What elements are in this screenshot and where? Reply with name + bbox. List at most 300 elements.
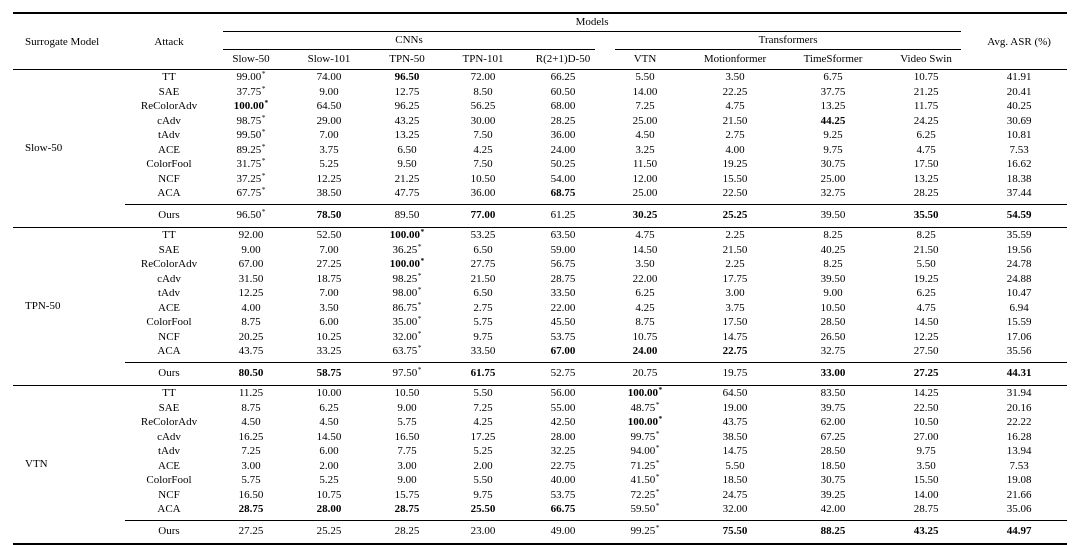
asr-value-cell: 67.00 [550, 345, 576, 357]
asr-value-cell: 32.00* [392, 328, 422, 343]
asr-value-cell: 8.25 [823, 229, 843, 241]
asr-value-cell: 3.50 [916, 459, 936, 472]
white-box-star: * [417, 314, 422, 323]
asr-value-cell: 56.75 [550, 258, 576, 270]
asr-value-cell: 22.00 [632, 272, 658, 285]
asr-value-cell: 7.00 [319, 129, 339, 141]
asr-value-cell: 8.25 [916, 229, 936, 241]
asr-value-cell: 17.50 [913, 158, 939, 170]
asr-value-cell: 2.00 [473, 459, 493, 472]
attack-row [13, 344, 1067, 362]
asr-value-cell: 33.50 [470, 345, 496, 357]
asr-value-cell: 14.50 [632, 243, 658, 256]
avg-asr-cell: 44.97 [971, 520, 1067, 544]
table-body [13, 70, 1067, 545]
attack-row [13, 172, 1067, 187]
white-box-star: * [261, 141, 266, 151]
white-box-star: * [261, 207, 266, 216]
avg-asr-cell: 10.81 [1006, 129, 1032, 141]
asr-value-cell: 7.00 [319, 243, 339, 256]
asr-value-cell: 14.00 [632, 85, 658, 98]
asr-value-cell: 3.00 [725, 287, 745, 299]
asr-value-cell: 99.50* [236, 127, 266, 141]
asr-value-cell: 28.75 [394, 503, 420, 515]
asr-value-cell: 3.75 [319, 143, 339, 156]
attack-label: tAdv [158, 287, 180, 299]
white-box-star: * [417, 299, 422, 309]
white-box-star: * [261, 170, 266, 180]
asr-value-cell: 22.25 [722, 85, 748, 98]
attack-label: cAdv [157, 430, 181, 443]
attack-label: SAE [158, 85, 180, 98]
asr-value-cell: 8.75 [241, 401, 261, 414]
asr-value-cell: 68.00 [550, 100, 576, 112]
asr-value-cell: 99.25* [605, 520, 685, 544]
asr-value-cell: 100.00* [627, 385, 663, 399]
attack-row [13, 473, 1067, 488]
header-model-video-swin: Video Swin [881, 50, 971, 70]
asr-value-cell: 22.75 [722, 345, 748, 357]
asr-value-cell: 52.50 [316, 229, 342, 241]
asr-value-cell: 83.50 [820, 387, 846, 399]
avg-asr-cell: 16.62 [1006, 158, 1032, 170]
attack-row [13, 488, 1067, 503]
asr-value-cell: 6.25 [916, 129, 936, 141]
asr-value-cell: 30.75 [820, 474, 846, 486]
asr-value-cell: 5.25 [319, 158, 339, 170]
asr-value-cell: 7.50 [473, 129, 493, 141]
white-box-star: * [655, 486, 660, 496]
asr-value-cell: 54.00 [550, 172, 576, 185]
header-model-vtn: VTN [605, 50, 685, 70]
asr-value-cell: 16.50 [394, 430, 420, 443]
attack-row [13, 99, 1067, 114]
header-transformers-group [605, 32, 971, 50]
asr-value-cell: 61.25 [521, 204, 605, 228]
avg-asr-cell: 44.31 [971, 362, 1067, 386]
asr-value-cell: 99.75* [630, 428, 660, 443]
asr-value-cell: 3.75 [725, 301, 745, 314]
attack-label: SAE [158, 401, 180, 414]
asr-value-cell: 74.00 [316, 71, 342, 83]
asr-value-cell: 30.75 [820, 158, 846, 170]
header-model-slow-101: Slow-101 [289, 50, 369, 70]
header-model-tpn-50: TPN-50 [369, 50, 445, 70]
asr-value-cell: 52.75 [521, 362, 605, 386]
asr-value-cell: 10.75 [316, 488, 342, 501]
surrogate-model-label: VTN [13, 386, 125, 545]
asr-value-cell: 17.50 [722, 316, 748, 328]
asr-value-cell: 5.50 [473, 474, 493, 486]
asr-value-cell: 21.25 [394, 172, 420, 185]
asr-value-cell: 4.25 [635, 301, 655, 314]
asr-value-cell: 14.25 [913, 387, 939, 399]
asr-value-cell: 56.00 [550, 387, 576, 399]
asr-value-cell: 53.75 [550, 488, 576, 501]
asr-value-cell: 5.75 [473, 316, 493, 328]
table-header [13, 13, 1067, 70]
asr-value-cell: 92.00 [238, 229, 264, 241]
asr-value-cell: 30.25 [605, 204, 685, 228]
asr-value-cell: 36.00 [550, 129, 576, 141]
attack-label: SAE [158, 243, 180, 256]
asr-value-cell: 5.75 [397, 416, 417, 428]
asr-value-cell: 16.25 [238, 430, 264, 443]
asr-value-cell: 3.25 [635, 143, 655, 156]
asr-value-cell: 10.50 [913, 416, 939, 428]
asr-value-cell: 28.75 [238, 503, 264, 515]
attack-row [13, 272, 1067, 287]
asr-value-cell: 21.50 [470, 272, 496, 285]
asr-value-cell: 14.50 [316, 430, 342, 443]
attack-label: ReColorAdv [140, 258, 198, 270]
white-box-star: * [261, 127, 266, 136]
asr-value-cell: 43.25 [394, 114, 420, 127]
avg-asr-cell: 13.94 [1006, 445, 1032, 457]
asr-value-cell: 26.50 [820, 330, 846, 343]
attack-label: TT [162, 71, 176, 83]
asr-value-cell: 10.75 [632, 330, 658, 343]
attack-row [13, 315, 1067, 330]
attack-label: ColorFool [146, 158, 192, 170]
attack-label: ACA [157, 503, 181, 515]
asr-value-cell: 41.50* [630, 472, 660, 486]
attack-label: tAdv [158, 129, 180, 141]
white-box-star: * [655, 457, 660, 467]
avg-asr-cell: 20.16 [1006, 401, 1032, 414]
asr-value-cell: 9.00 [241, 243, 261, 256]
asr-value-cell: 4.50 [319, 416, 339, 428]
asr-value-cell: 40.25 [820, 243, 846, 256]
asr-value-cell: 4.75 [916, 143, 936, 156]
asr-value-cell: 18.75 [316, 272, 342, 285]
asr-value-cell: 24.00 [550, 143, 576, 156]
avg-asr-cell: 7.53 [1009, 459, 1029, 472]
asr-value-cell: 99.00* [236, 69, 266, 83]
asr-value-cell: 13.25 [394, 129, 420, 141]
avg-asr-cell: 31.94 [1006, 387, 1032, 399]
header-cnns-group [213, 32, 605, 50]
asr-value-cell: 4.25 [473, 416, 493, 428]
asr-value-cell: 33.50 [550, 287, 576, 299]
asr-value-cell: 25.50 [470, 503, 496, 515]
asr-value-cell: 15.75 [394, 488, 420, 501]
asr-value-cell: 75.50 [685, 520, 785, 544]
asr-value-cell: 21.25 [913, 85, 939, 98]
asr-value-cell: 100.00* [389, 227, 425, 241]
attack-row [13, 401, 1067, 416]
asr-value-cell: 3.00 [397, 459, 417, 472]
asr-value-cell: 35.50 [881, 204, 971, 228]
asr-value-cell: 12.25 [238, 287, 264, 299]
asr-value-cell: 3.50 [319, 301, 339, 314]
asr-value-cell: 29.00 [316, 114, 342, 127]
asr-value-cell: 25.00 [632, 114, 658, 127]
asr-value-cell: 27.00 [913, 430, 939, 443]
attack-label: Ours [125, 520, 213, 544]
attack-label: ACE [158, 301, 180, 314]
asr-value-cell: 6.25 [635, 287, 655, 299]
header-model-slow-50: Slow-50 [213, 50, 289, 70]
asr-value-cell: 32.00 [722, 503, 748, 515]
asr-value-cell: 22.00 [550, 301, 576, 314]
attack-row [13, 330, 1067, 345]
asr-value-cell: 28.50 [820, 316, 846, 328]
asr-value-cell: 25.25 [289, 520, 369, 544]
white-box-star: * [420, 227, 425, 236]
asr-value-cell: 28.25 [913, 187, 939, 199]
avg-asr-cell: 35.56 [1006, 345, 1032, 357]
white-box-star: * [417, 328, 422, 338]
asr-value-cell: 11.50 [632, 158, 658, 170]
asr-value-cell: 6.00 [319, 316, 339, 328]
attack-label: TT [162, 387, 176, 399]
asr-value-cell: 5.50 [725, 459, 745, 472]
attack-row [13, 143, 1067, 158]
asr-value-cell: 4.75 [916, 301, 936, 314]
white-box-star: * [655, 472, 660, 481]
asr-value-cell: 14.75 [722, 445, 748, 457]
asr-value-cell: 7.25 [241, 445, 261, 457]
header-attack: Attack [125, 13, 213, 70]
asr-value-cell: 22.50 [722, 187, 748, 199]
asr-value-cell: 63.50 [550, 229, 576, 241]
white-box-star: * [261, 185, 266, 194]
attack-label: cAdv [157, 114, 181, 127]
ours-row [13, 362, 1067, 386]
header-models-group [213, 13, 971, 32]
asr-value-cell: 6.25 [916, 287, 936, 299]
asr-value-cell: 19.00 [722, 401, 748, 414]
asr-value-cell: 9.00 [397, 474, 417, 486]
asr-value-cell: 42.50 [550, 416, 576, 428]
asr-value-cell: 15.50 [722, 172, 748, 185]
asr-value-cell: 96.25 [394, 100, 420, 112]
attack-label: ReColorAdv [140, 416, 198, 428]
header-model-tpn-101: TPN-101 [445, 50, 521, 70]
asr-value-cell: 4.50 [241, 416, 261, 428]
asr-value-cell: 4.00 [241, 301, 261, 314]
asr-value-cell: 37.25* [236, 170, 266, 185]
asr-value-cell: 27.25 [316, 258, 342, 270]
asr-value-cell: 28.00 [316, 503, 342, 515]
asr-value-cell: 28.00 [550, 430, 576, 443]
asr-value-cell: 13.25 [820, 100, 846, 112]
white-box-star: * [655, 443, 660, 452]
asr-value-cell: 88.25 [785, 520, 881, 544]
asr-value-cell: 3.50 [725, 71, 745, 83]
avg-asr-cell: 6.94 [1009, 301, 1029, 314]
asr-value-cell: 7.75 [397, 445, 417, 457]
white-box-star: * [261, 156, 266, 165]
asr-value-cell: 28.75 [913, 503, 939, 515]
asr-value-cell: 11.25 [238, 387, 264, 399]
attack-row [13, 186, 1067, 204]
asr-value-cell: 31.75* [236, 156, 266, 170]
asr-value-cell: 12.25 [913, 330, 939, 343]
avg-asr-cell: 41.91 [1006, 71, 1032, 83]
transformers-group-label: Transformers [615, 32, 961, 50]
header-model-r2plus1d-50: R(2+1)D-50 [521, 50, 605, 70]
asr-value-cell: 4.50 [635, 129, 655, 141]
asr-value-cell: 7.25 [635, 100, 655, 112]
asr-value-cell: 86.75* [392, 299, 422, 314]
avg-asr-cell: 24.88 [1006, 272, 1032, 285]
white-box-star: * [655, 399, 660, 409]
white-box-star: * [658, 385, 663, 394]
attack-label: ACA [157, 187, 181, 199]
asr-value-cell: 21.50 [722, 243, 748, 256]
avg-asr-cell: 30.69 [1006, 114, 1032, 127]
asr-value-cell: 39.50 [785, 204, 881, 228]
asr-value-cell: 24.25 [913, 114, 939, 127]
asr-value-cell: 2.25 [725, 229, 745, 241]
avg-asr-cell: 37.44 [1006, 187, 1032, 199]
avg-asr-cell: 19.56 [1006, 243, 1032, 256]
white-box-star: * [417, 270, 422, 280]
asr-value-cell: 9.00 [823, 287, 843, 299]
asr-value-cell: 27.25 [881, 362, 971, 386]
asr-value-cell: 19.75 [685, 362, 785, 386]
asr-value-cell: 9.00 [319, 85, 339, 98]
attack-row [13, 128, 1067, 143]
asr-value-cell: 9.50 [397, 158, 417, 170]
asr-value-cell: 12.75 [394, 85, 420, 98]
asr-value-cell: 4.00 [725, 143, 745, 156]
attack-label: Ours [125, 204, 213, 228]
avg-asr-cell: 35.06 [1006, 503, 1032, 515]
ours-row [13, 520, 1067, 544]
asr-value-cell: 71.25* [630, 457, 660, 472]
asr-value-cell: 6.50 [473, 243, 493, 256]
avg-asr-cell: 7.53 [1009, 143, 1029, 156]
asr-value-cell: 9.75 [473, 488, 493, 501]
attack-row [13, 85, 1067, 100]
asr-value-cell: 59.50* [630, 501, 660, 515]
asr-value-cell: 4.75 [635, 229, 655, 241]
asr-value-cell: 64.50 [722, 387, 748, 399]
asr-value-cell: 17.25 [470, 430, 496, 443]
asr-value-cell: 12.00 [632, 172, 658, 185]
asr-value-cell: 59.00 [550, 243, 576, 256]
white-box-star: * [658, 414, 663, 423]
asr-value-cell: 44.25 [820, 114, 846, 127]
asr-value-cell: 19.25 [722, 158, 748, 170]
attack-row [13, 257, 1067, 272]
asr-value-cell: 39.75 [820, 401, 846, 414]
asr-value-cell: 15.50 [913, 474, 939, 486]
asr-value-cell: 8.25 [823, 258, 843, 270]
asr-value-cell: 28.25 [550, 114, 576, 127]
white-box-star: * [261, 69, 266, 78]
asr-value-cell: 28.25 [369, 520, 445, 544]
asr-value-cell: 28.50 [820, 445, 846, 457]
asr-value-cell: 5.25 [473, 445, 493, 457]
attack-label: NCF [158, 488, 180, 501]
asr-value-cell: 8.75 [241, 316, 261, 328]
attack-label: ACA [157, 345, 181, 357]
asr-value-cell: 5.25 [319, 474, 339, 486]
asr-value-cell: 50.25 [550, 158, 576, 170]
asr-value-cell: 18.50 [722, 474, 748, 486]
avg-asr-cell: 35.59 [1006, 229, 1032, 241]
header-model-motionformer: Motionformer [685, 50, 785, 70]
attack-row [13, 70, 1067, 85]
asr-value-cell: 67.00 [238, 258, 264, 270]
asr-value-cell: 10.25 [316, 330, 342, 343]
asr-value-cell: 53.75 [550, 330, 576, 343]
attack-row [13, 459, 1067, 474]
asr-value-cell: 2.75 [473, 301, 493, 314]
asr-value-cell: 10.00 [316, 387, 342, 399]
asr-value-cell: 67.25 [820, 430, 846, 443]
attack-row [13, 114, 1067, 129]
asr-value-cell: 27.25 [213, 520, 289, 544]
header-surrogate-model: Surrogate Model [13, 13, 125, 70]
attack-label: ReColorAdv [140, 100, 198, 112]
white-box-star: * [417, 241, 422, 251]
avg-asr-cell: 18.38 [1006, 172, 1032, 185]
attack-label: cAdv [157, 272, 181, 285]
asr-value-cell: 98.75* [236, 112, 266, 127]
asr-value-cell: 39.25 [820, 488, 846, 501]
asr-value-cell: 9.00 [397, 401, 417, 414]
asr-value-cell: 31.50 [238, 272, 264, 285]
asr-value-cell: 43.75 [238, 345, 264, 357]
asr-value-cell: 14.75 [722, 330, 748, 343]
attack-row [13, 301, 1067, 316]
asr-value-cell: 77.00 [445, 204, 521, 228]
cnns-group-label: CNNs [223, 32, 595, 50]
attack-row [13, 415, 1067, 430]
attack-label: ColorFool [146, 316, 192, 328]
white-box-star: * [261, 112, 266, 122]
asr-value-cell: 38.50 [722, 430, 748, 443]
asr-value-cell: 4.75 [725, 100, 745, 112]
ours-row [13, 204, 1067, 228]
white-box-star: * [264, 98, 269, 107]
white-box-star: * [420, 256, 425, 265]
asr-value-cell: 58.75 [289, 362, 369, 386]
avg-asr-cell: 20.41 [1006, 85, 1032, 98]
asr-value-cell: 16.50 [238, 488, 264, 501]
asr-value-cell: 55.00 [550, 401, 576, 414]
asr-value-cell: 12.25 [316, 172, 342, 185]
asr-value-cell: 27.75 [470, 258, 496, 270]
avg-asr-cell: 16.28 [1006, 430, 1032, 443]
asr-value-cell: 66.25 [550, 71, 576, 83]
asr-value-cell: 9.25 [823, 129, 843, 141]
asr-value-cell: 14.50 [913, 316, 939, 328]
asr-value-cell: 33.25 [316, 345, 342, 357]
asr-value-cell: 3.50 [635, 258, 655, 270]
attack-label: Ours [125, 362, 213, 386]
asr-value-cell: 9.75 [823, 143, 843, 156]
asr-value-cell: 22.75 [550, 459, 576, 472]
attack-label: tAdv [158, 445, 180, 457]
attack-label: TT [162, 229, 176, 241]
white-box-star: * [655, 501, 660, 510]
asr-value-cell: 98.00* [392, 285, 422, 299]
asr-value-cell: 30.00 [470, 114, 496, 127]
white-box-star: * [417, 285, 422, 294]
asr-value-cell: 42.00 [820, 503, 846, 515]
asr-value-cell: 5.75 [241, 474, 261, 486]
asr-value-cell: 66.75 [550, 503, 576, 515]
asr-value-cell: 89.25* [236, 141, 266, 156]
asr-value-cell: 68.75 [550, 187, 576, 199]
asr-value-cell: 80.50 [213, 362, 289, 386]
